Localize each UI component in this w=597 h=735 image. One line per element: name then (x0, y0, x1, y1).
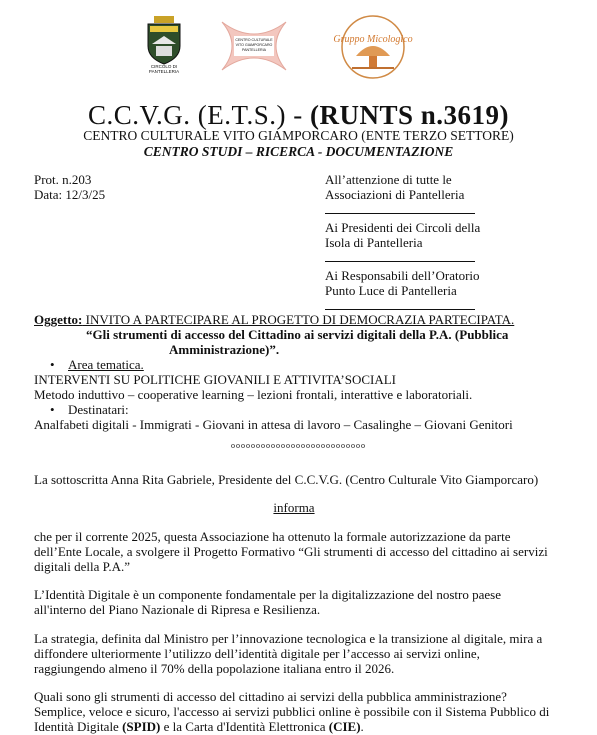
paragraph-4-answer (34, 704, 554, 734)
project-title-1: “Gli strumenti di accesso del Cittadino ai servizi digitali della P.A. (Pubblica (86, 327, 509, 342)
title-runts: (RUNTS n.3619) (309, 100, 510, 130)
paragraph-1: che per il corrente 2025, questa Associazione ha ottenuto la formale autorizzazione da parte dell’Ente Locale, a svolgere il Progetto Formativo “Gli strumenti di accesso del cittadino ai servizi digitali della P.A.” (34, 529, 548, 574)
paragraph-3: La strategia, definita dal Ministro per l’innovazione tecnologica e la transizione al digitale, mira a diffondere ulteriormente l’utilizzo dell’identità digitale per l’accesso ai servizi online, raggiungendo almeno il 70% della popolazione italiana entro il 2026. (34, 631, 543, 676)
paragraph-2: L’Identità Digitale è un componente fondamentale per la digitalizzazione del nostro paese all'interno del Piano Nazionale di Ripresa e Resilienza. (34, 587, 501, 617)
divider-line (325, 207, 475, 214)
ccvg-logo-text: CENTRO CULTURALE VITO GIAMPORCARO PANTELLERIA (235, 38, 273, 52)
recipient-2-line-1: Ai Presidenti dei Circoli della (325, 220, 481, 235)
project-title-2: Amministrazione)”. (169, 342, 280, 357)
answer-text-a: Semplice, veloce e sicuro, l'accesso ai servizi pubblici online è possibile con il Sistema Pubblico di Identità Digitale (34, 704, 550, 734)
spid-label: (SPID) (122, 719, 161, 734)
answer-text-b: e la Carta d'Identità Elettronica (160, 719, 329, 734)
area-text: INTERVENTI SU POLITICHE GIOVANILI E ATTIVITA’SOCIALI (34, 372, 396, 387)
divider-line (325, 303, 475, 310)
gruppo-micologico-text: Gruppo Micologico (333, 34, 413, 45)
paragraph-4-question: Quali sono gli strumenti di accesso del cittadino ai servizi della pubblica amministrazione? (34, 689, 507, 704)
circolo-caption: CIRCOLO DI PANTELLERIA (148, 64, 180, 74)
recipient-2-line-2: Isola di Pantelleria (325, 235, 423, 250)
answer-end: . (360, 719, 364, 734)
recipients-block (325, 172, 555, 316)
circolo-crest-logo (142, 16, 186, 76)
destinatari-text: Analfabeti digitali - Immigrati - Giovani in attesa di lavoro – Casalinghe – Giovani Genitori (34, 417, 513, 432)
title-main: C.C.V.G. (E.T.S.) - (87, 100, 310, 130)
protocol-number: Prot. n.203 (34, 172, 92, 187)
oggetto-text: INVITO A PARTECIPARE AL PROGETTO DI DEMOCRAZIA PARTECIPATA. (82, 312, 515, 327)
destinatari-label: Destinatari: (68, 402, 129, 417)
recipient-2 (325, 220, 555, 250)
divider-line (325, 255, 475, 262)
cie-label: (CIE) (328, 719, 361, 734)
protocol-date: Data: 12/3/25 (34, 187, 106, 202)
oggetto-section (34, 312, 574, 432)
recipient-1-line-1: All’attenzione di tutte le (325, 172, 452, 187)
recipient-3-line-1: Ai Responsabili dell’Oratorio (325, 268, 480, 283)
protocol-block (34, 172, 105, 202)
recipient-1 (325, 172, 555, 202)
paragraph-4 (34, 689, 554, 734)
separator: ooooooooooooooooooooooooooo (231, 441, 366, 450)
oggetto-line (34, 312, 574, 327)
intro-paragraph: La sottoscritta Anna Rita Gabriele, Presidente del C.C.V.G. (Centro Culturale Vito Giamporcaro) (34, 472, 539, 487)
destinatari-bullet (34, 402, 574, 417)
logo-row (0, 12, 597, 82)
area-label: Area tematica. (68, 357, 144, 372)
recipient-3-line-2: Punto Luce di Pantelleria (325, 283, 457, 298)
page-subtitle: CENTRO CULTURALE VITO GIAMPORCARO (ENTE TERZO SETTORE) (83, 128, 514, 143)
area-bullet (34, 357, 574, 372)
metodo-text: Metodo induttivo – cooperative learning – lezioni frontali, interattive e laboratoriali. (34, 387, 473, 402)
ccvg-logo (214, 18, 294, 74)
oggetto-label: Oggetto: (34, 312, 83, 327)
page-title (0, 100, 597, 131)
informa-heading: informa (273, 500, 315, 515)
recipient-1-line-2: Associazioni di Pantelleria (325, 187, 465, 202)
gruppo-micologico-logo (332, 12, 414, 82)
page-subtitle-2: CENTRO STUDI – RICERCA - DOCUMENTAZIONE (143, 144, 454, 159)
recipient-3 (325, 268, 555, 298)
